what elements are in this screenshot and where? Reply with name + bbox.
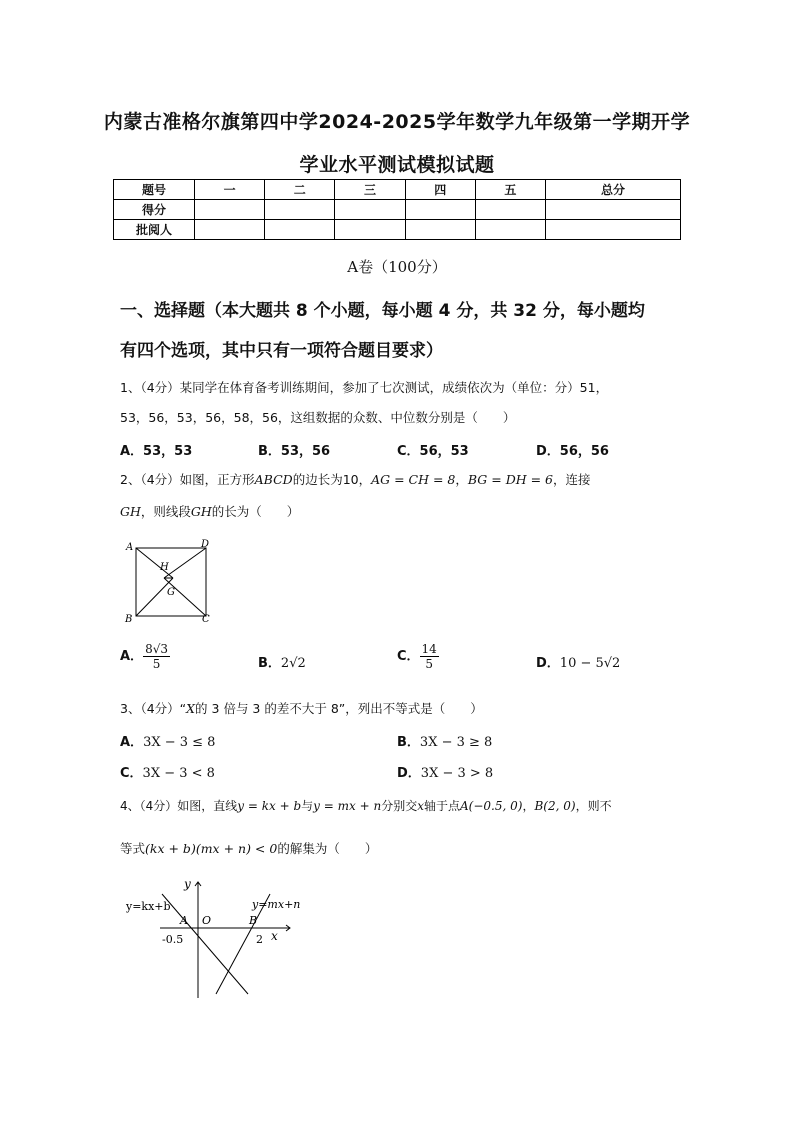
q2-var: GH [120, 504, 141, 519]
numerator: 14 [421, 642, 437, 656]
q3-option-c [120, 762, 215, 781]
q2-mid: 的边长为10， [292, 472, 372, 487]
exam-title-line1: 内蒙古准格尔旗第四中学2024-2025学年数学九年级第一学期开学 [103, 111, 691, 133]
q4-line2-prefix: 等式 [120, 841, 146, 856]
q2-eq1: AG = CH = 8 [371, 472, 456, 487]
q1-option-b: B．53，56 [258, 444, 331, 459]
q4-prefix: 4、（4分）如图，直线 [120, 799, 238, 813]
option-value: 3X − 3 ≤ 8 [143, 735, 216, 750]
q2-option-a [120, 642, 170, 671]
q4-mid: 与 [301, 799, 314, 813]
label-a: A [126, 542, 134, 553]
option-label: D． [397, 766, 421, 781]
header-cell: 题号 [114, 180, 195, 200]
exam-title-line2: 学业水平测试模拟试题 [299, 154, 495, 176]
q4-line-b: y = mx + n [313, 799, 382, 813]
x-axis-label: x [271, 929, 278, 943]
q2-sep: ， [455, 472, 468, 487]
option-label: B． [397, 735, 420, 750]
part1-heading-line1: 一、选择题（本大题共 8 个小题，每小题 4 分，共 32 分，每小题均 [120, 301, 645, 321]
score-cell [265, 200, 335, 220]
q4-line-a: y = kx + b [237, 799, 302, 813]
q4-inequality: (kx + b)(mx + n) < 0 [145, 841, 278, 856]
q3-rest: 的 3 倍与 3 的差不大于 8”，列出不等式是（ ） [195, 701, 483, 716]
q2-var2: GH [190, 504, 212, 519]
option-value: 3X − 3 > 8 [420, 766, 494, 781]
q3-option-a [120, 731, 215, 750]
q4-mid2: 分别交 [381, 799, 418, 813]
fraction [143, 642, 170, 671]
q2-text-line2 [120, 502, 299, 520]
q2-square-figure [122, 538, 214, 624]
q2-prefix: 2、（4分）如图，正方形 [120, 472, 255, 487]
reviewer-cell [546, 220, 681, 240]
label-c: C [202, 614, 210, 624]
option-label: B． [258, 656, 281, 671]
score-cell [475, 200, 545, 220]
header-cell: 三 [335, 180, 405, 200]
option-value: 3X − 3 < 8 [142, 766, 215, 781]
q2-square-name: ABCD [254, 472, 293, 487]
q2-option-c [397, 642, 439, 671]
q2-line2-end: 的长为（ ） [211, 504, 300, 519]
q3-var: X [186, 701, 196, 716]
numerator: 8√3 [145, 642, 168, 656]
row-label: 得分 [114, 200, 195, 220]
option-label: D． [536, 656, 560, 671]
left-line-label: y=kx+b [126, 900, 171, 913]
score-table-header-row [114, 180, 681, 200]
q1-text-line2: 53，56，53，56，58，56，这组数据的众数、中位数分别是（ ） [120, 410, 516, 425]
score-table [113, 179, 681, 240]
tick-neg-label: -0.5 [162, 933, 184, 946]
option-label: A． [120, 735, 144, 750]
q2-option-d [536, 652, 620, 671]
header-cell: 二 [265, 180, 335, 200]
q1-text-line1: 1、（4分）某同学在体育备考训练期间，参加了七次测试，成绩依次为（单位：分）51， [120, 380, 609, 395]
q4-point-a: A(−0.5, 0) [460, 799, 523, 813]
option-label: A． [120, 649, 144, 664]
q2-tail: ，连接 [553, 472, 591, 487]
q2-option-b [258, 652, 306, 671]
fraction [420, 642, 439, 671]
reviewer-cell [195, 220, 265, 240]
label-h: H [160, 562, 169, 573]
score-cell [546, 200, 681, 220]
score-cell [405, 200, 475, 220]
denominator: 5 [152, 657, 161, 671]
q2-line2-text: ，则线段 [140, 504, 191, 519]
q3-option-d [397, 762, 493, 781]
q4-mid3: 轴于点 [424, 799, 461, 813]
score-cell [195, 200, 265, 220]
section-a-heading: A卷（100分） [347, 258, 447, 276]
option-value: 2√2 [280, 656, 306, 671]
q2-text-line1 [120, 470, 591, 488]
q4-sep: ， [522, 799, 535, 813]
q1-option-d: D．56，56 [536, 444, 609, 459]
q4-text-line2 [120, 839, 377, 857]
reviewer-cell [475, 220, 545, 240]
origin-label: O [202, 914, 212, 927]
header-cell: 一 [195, 180, 265, 200]
header-cell: 总分 [546, 180, 681, 200]
option-label: C． [397, 649, 420, 664]
q3-text-line1 [120, 699, 483, 717]
q4-text-line1 [120, 797, 612, 814]
y-axis-label: y [184, 877, 191, 891]
tick-two-label: 2 [256, 933, 263, 946]
reviewer-row [114, 220, 681, 240]
score-row [114, 200, 681, 220]
q3-prefix: 3、（4分）“ [120, 701, 187, 716]
q1-option-a: A．53，53 [120, 444, 193, 459]
q1-option-c: C．56，53 [397, 444, 469, 459]
denominator: 5 [425, 657, 433, 671]
label-g: G [167, 587, 175, 598]
q4-graph-figure [120, 872, 310, 1002]
q2-eq2: BG = DH = 6 [467, 472, 554, 487]
label-b: B [125, 614, 133, 624]
q4-line2-end: 的解集为（ ） [277, 841, 378, 856]
header-cell: 四 [405, 180, 475, 200]
q3-option-b [397, 731, 492, 750]
reviewer-cell [335, 220, 405, 240]
q4-tail: ，则不 [575, 799, 612, 813]
q4-axis: x [417, 799, 424, 813]
row-label: 批阅人 [114, 220, 195, 240]
header-cell: 五 [475, 180, 545, 200]
option-value: 3X − 3 ≥ 8 [419, 735, 493, 750]
reviewer-cell [265, 220, 335, 240]
part1-heading-line2: 有四个选项，其中只有一项符合题目要求） [120, 341, 443, 361]
point-a-label: A [180, 914, 188, 927]
reviewer-cell [405, 220, 475, 240]
right-line-label: y=mx+n [252, 898, 301, 911]
label-d: D [201, 539, 210, 550]
q4-point-b: B(2, 0) [534, 799, 576, 813]
point-b-label: B [249, 914, 258, 927]
option-value: 10 − 5√2 [559, 656, 621, 671]
option-label: C． [120, 766, 143, 781]
score-cell [335, 200, 405, 220]
